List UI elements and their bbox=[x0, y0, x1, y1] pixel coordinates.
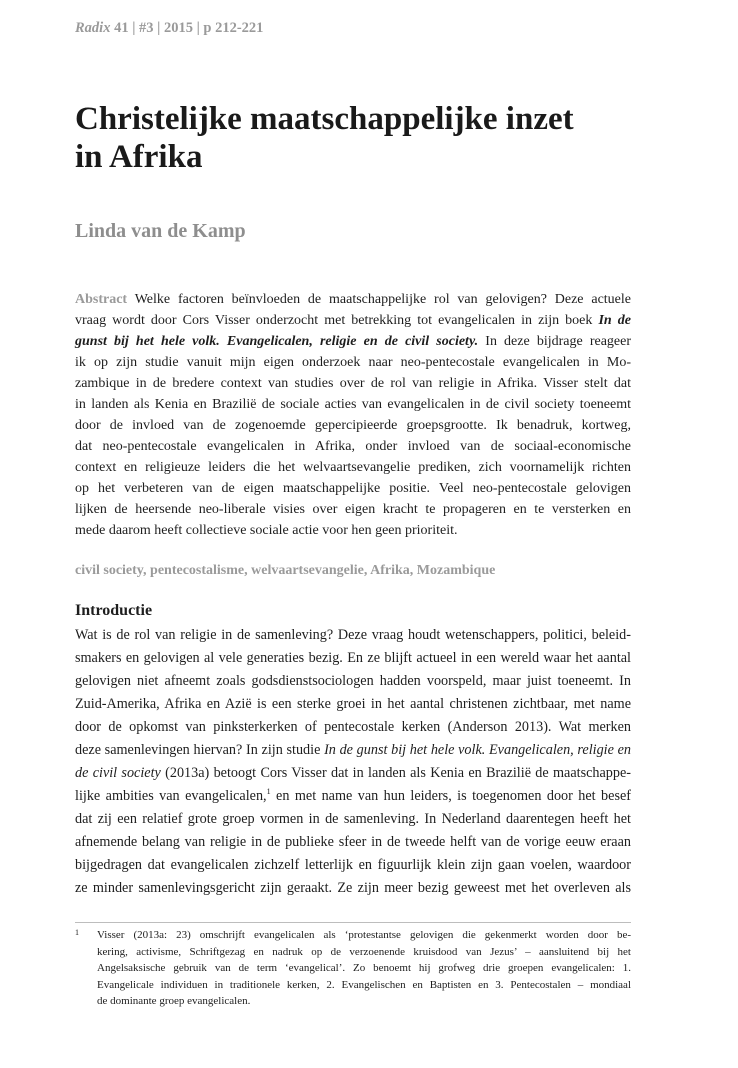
text-segment: dat zij een relatief grote groep vormen in de samenleving. In Nederland daarentegen heeft het bbox=[75, 811, 631, 827]
text-segment: vraag wordt door Cors Visser onderzocht met betrekking tot evangelicalen in zijn boek bbox=[75, 313, 599, 328]
text-line bbox=[75, 289, 631, 310]
text-line bbox=[75, 877, 631, 900]
issue-info: 41 | #3 | 2015 | p 212-221 bbox=[110, 20, 264, 36]
text-segment: Welke factoren beïnvloeden de maatschappelijke rol van gelovigen? Deze actuele bbox=[127, 292, 631, 307]
text-line bbox=[75, 373, 631, 394]
text-segment: zambique in de bredere context van studies over de rol van religie in Afrika. Visser stelt dat bbox=[75, 376, 631, 391]
text-line bbox=[75, 394, 631, 415]
text-segment: door de opkomst van pinksterkerken of pentecostale kerken (Anderson 2013). Wat merken bbox=[75, 719, 631, 735]
text-segment: Angelsaksische gebruik van de term ‘evangelical’. Zo benoemt hij grofweg drie groepen evangelicalen: 1. bbox=[97, 962, 631, 974]
journal-name: Radix bbox=[75, 20, 111, 36]
text-line bbox=[97, 977, 631, 994]
text-segment: context en religieuze leiders die het welvaartsevangelie prediken, zich voornamelijk richten bbox=[75, 460, 631, 475]
text-line bbox=[97, 960, 631, 977]
text-line bbox=[75, 478, 631, 499]
footnote-ref[interactable]: 1 bbox=[266, 787, 271, 796]
text-line bbox=[75, 831, 631, 854]
emphasized-text: gunst bij het hele volk. Evangelicalen, religie en de civil society. bbox=[75, 334, 479, 349]
text-segment: dat neo-pentecostale evangelicalen in Afrika, onder invloed van de sociaal-economische bbox=[75, 439, 631, 454]
text-line bbox=[75, 854, 631, 877]
text-segment: afnemende belang van religie in de publieke sfeer in de tweede helft van de vorige eeuw eraan bbox=[75, 834, 631, 850]
footnote-text bbox=[97, 927, 631, 1010]
text-line bbox=[75, 693, 631, 716]
text-line bbox=[75, 716, 631, 739]
text-line bbox=[75, 624, 631, 647]
text-segment: door de invloed van de zogenoemde gepercipieerde groepsgrootte. Ik benadruk, kortweg, bbox=[75, 418, 631, 433]
text-segment: gelovigen niet afneemt zoals godsdienstsociologen hadden voorspeld, maar juist toeneemt. In bbox=[75, 673, 631, 689]
emphasized-text: In de bbox=[598, 313, 631, 328]
footnote-divider bbox=[75, 922, 631, 923]
text-segment: Evangelicale individuen in traditionele kerken, 2. Evangelischen en Baptisten en 3. Pentecostalen – mondiaal bbox=[97, 978, 631, 991]
text-segment: kering, activisme, Schriftgezag en nadruk op de verzoenende kruisdood van Jezus’ – aansluitend bij het bbox=[97, 945, 631, 958]
text-line bbox=[75, 520, 631, 541]
text-segment: bijgedragen dat evangelicalen zichzelf letterlijk en figuurlijk klein zijn gaan voelen, waardoor bbox=[75, 857, 631, 873]
text-line bbox=[75, 310, 631, 331]
text-segment: de dominante groep evangelicalen. bbox=[97, 995, 251, 1007]
text-line bbox=[75, 331, 631, 352]
text-line bbox=[75, 499, 631, 520]
abstract bbox=[75, 289, 631, 541]
text-segment: deze samenlevingen hiervan? In zijn studie bbox=[75, 742, 325, 758]
text-segment: in landen als Kenia en Brazilië de sociale acties van evangelicalen in de civil society toeneemt bbox=[75, 397, 631, 412]
text-segment: lijken de heersende neo-liberale visies over eigen kracht te propageren en te versterken en bbox=[75, 502, 631, 517]
text-line bbox=[75, 415, 631, 436]
text-segment: (2013a) betoogt Cors Visser dat in landen als Kenia en Brazilië de maatschappe- bbox=[160, 765, 631, 781]
text-segment: Wat is de rol van religie in de samenleving? Deze vraag houdt wetenschappers, politici, beleid- bbox=[75, 627, 631, 643]
text-line bbox=[75, 436, 631, 457]
text-segment: mede daarom heeft collectieve sociale actie voor hen geen prioriteit. bbox=[75, 523, 458, 538]
text-line bbox=[75, 808, 631, 831]
text-line bbox=[97, 944, 631, 961]
text-line bbox=[75, 352, 631, 373]
text-segment: lijke ambities van evangelicalen, bbox=[75, 788, 267, 804]
emphasized-text: de civil society bbox=[75, 765, 161, 781]
text-segment: en met name van hun leiders, is toegenomen door het besef bbox=[270, 788, 631, 804]
text-line bbox=[75, 762, 631, 785]
article-title bbox=[75, 100, 631, 176]
text-segment: ik op zijn studie vanuit mijn eigen onderzoek naar neo-pentecostale evangelicalen in Mo- bbox=[75, 355, 631, 370]
author-name: Linda van de Kamp bbox=[75, 220, 246, 242]
keywords: civil society, pentecostalisme, welvaartsevangelie, Afrika, Mozambique bbox=[75, 563, 496, 578]
text-segment: ze minder samenlevingsgericht zijn geraakt. Ze zijn meer bezig geweest met het overleven als bbox=[75, 880, 631, 896]
section-heading: Introductie bbox=[75, 602, 153, 619]
text-segment: In deze bijdrage reageer bbox=[478, 334, 631, 349]
text-line bbox=[75, 457, 631, 478]
text-line bbox=[97, 993, 631, 1010]
text-line bbox=[75, 647, 631, 670]
text-segment: op het verbeteren van de eigen maatschappelijke positie. Veel neo-pentecostale gelovigen bbox=[75, 481, 631, 496]
text-line bbox=[75, 739, 631, 762]
text-line bbox=[75, 785, 631, 808]
title-line: in Afrika bbox=[75, 139, 203, 175]
journal-citation bbox=[75, 20, 631, 37]
text-segment: Zuid-Amerika, Afrika en Azië is een sterke groei in het aantal christenen zichtbaar, met name bbox=[75, 696, 631, 712]
title-line: Christelijke maatschappelijke inzet bbox=[75, 101, 574, 137]
footnote-number: 1 bbox=[75, 928, 79, 937]
text-segment: smakers en gelovigen al vele generaties bezig. En ze blijft actueel in een wereld waar het aantal bbox=[75, 650, 631, 666]
abstract-label: Abstract bbox=[75, 292, 128, 307]
body-text bbox=[75, 624, 631, 900]
text-line bbox=[75, 670, 631, 693]
text-line bbox=[97, 927, 631, 944]
emphasized-text: In de gunst bij het hele volk. Evangelicalen, religie en bbox=[324, 742, 631, 758]
text-segment: Visser (2013a: 23) omschrijft evangelicalen als ‘protestantse gelovigen die gekenmerkt worden door be- bbox=[97, 929, 631, 941]
